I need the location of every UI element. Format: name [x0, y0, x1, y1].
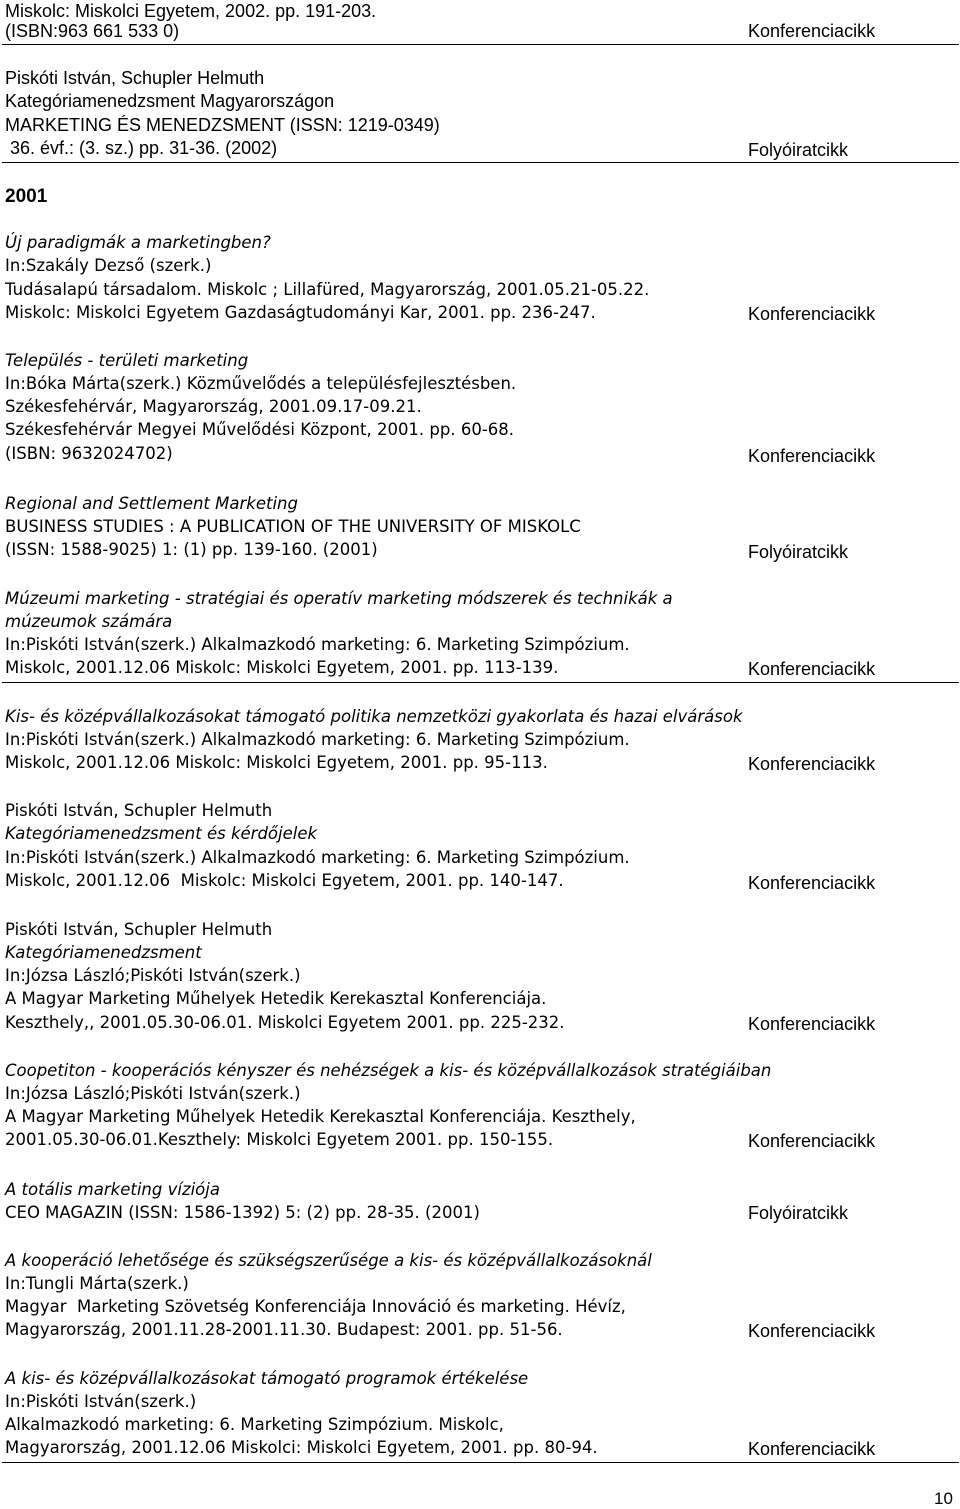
publication-type: Konferenciacikk	[748, 1131, 876, 1151]
entry-title: A kooperáció lehetősége és szükségszerűsége a kis- és középvállalkozásoknál	[5, 1251, 652, 1270]
divider	[2, 1462, 959, 1463]
publication-type: Konferenciacikk	[748, 1439, 876, 1459]
entry-title: Település - területi marketing	[5, 351, 249, 370]
entry-line: Tudásalapú társadalom. Miskolc ; Lillafüred, Magyarország, 2001.05.21-05.22.	[5, 280, 650, 299]
publication-type: Konferenciacikk	[748, 1014, 876, 1034]
page-number: 10	[934, 1489, 953, 1508]
entry-title: Coopetiton - kooperációs kényszer és nehézségek a kis- és középvállalkozások stratégiáiban	[5, 1061, 772, 1080]
publication-type: Konferenciacikk	[748, 1321, 876, 1341]
entry-line: In:Piskóti István(szerk.) Alkalmazkodó marketing: 6. Marketing Szimpózium.	[5, 848, 630, 867]
publication-type: Folyóiratcikk	[748, 1203, 849, 1223]
entry-line: In:Józsa László;Piskóti István(szerk.)	[5, 966, 301, 985]
entry-line: Miskolc, 2001.12.06 Miskolc: Miskolci Egyetem, 2001. pp. 113-139.	[5, 658, 559, 677]
entry-line: CEO MAGAZIN (ISSN: 1586-1392) 5: (2) pp. 28-35. (2001)	[5, 1203, 480, 1222]
entry-line: In:Piskóti István(szerk.)	[5, 1392, 197, 1411]
publication-type: Konferenciacikk	[748, 873, 876, 893]
entry-line: Kategóriamenedzsment Magyarországon	[5, 91, 335, 111]
divider	[2, 162, 959, 163]
entry-line: In:Tungli Márta(szerk.)	[5, 1274, 189, 1293]
entry-line: In:Piskóti István(szerk.) Alkalmazkodó marketing: 6. Marketing Szimpózium.	[5, 635, 630, 654]
entry-title: Kategóriamenedzsment és kérdőjelek	[5, 824, 318, 843]
entry-title: múzeumok számára	[5, 612, 173, 631]
year-heading: 2001	[5, 186, 48, 207]
publication-type: Konferenciacikk	[748, 304, 876, 324]
entry-line: Miskolc, 2001.12.06 Miskolc: Miskolci Egyetem, 2001. pp. 140-147.	[5, 871, 564, 890]
entry-line: Magyarország, 2001.12.06 Miskolci: Miskolci Egyetem, 2001. pp. 80-94.	[5, 1438, 598, 1457]
entry-title: Kis- és középvállalkozásokat támogató politika nemzetközi gyakorlata és hazai elvárások	[5, 707, 743, 726]
entry-title: Regional and Settlement Marketing	[5, 494, 298, 513]
publication-type: Konferenciacikk	[748, 21, 876, 41]
entry-line: Székesfehérvár Megyei Művelődési Központ, 2001. pp. 60-68.	[5, 420, 515, 439]
entry-line: MARKETING ÉS MENEDZSMENT (ISSN: 1219-0349)	[5, 115, 440, 135]
entry-title: Múzeumi marketing - stratégiai és operatív marketing módszerek és technikák a	[5, 589, 673, 608]
entry-line: BUSINESS STUDIES : A PUBLICATION OF THE UNIVERSITY OF MISKOLC	[5, 517, 581, 536]
entry-line: 36. évf.: (3. sz.) pp. 31-36. (2002)	[5, 138, 278, 158]
entry-line: Miskolc: Miskolci Egyetem Gazdaságtudományi Kar, 2001. pp. 236-247.	[5, 303, 596, 322]
entry-line: Keszthely,, 2001.05.30-06.01. Miskolci Egyetem 2001. pp. 225-232.	[5, 1013, 565, 1032]
entry-line: In:Józsa László;Piskóti István(szerk.)	[5, 1084, 301, 1103]
entry-line: 2001.05.30-06.01.Keszthely: Miskolci Egyetem 2001. pp. 150-155.	[5, 1130, 554, 1149]
publication-type: Konferenciacikk	[748, 754, 876, 774]
entry-line: Székesfehérvár, Magyarország, 2001.09.17-09.21.	[5, 397, 422, 416]
divider	[2, 682, 959, 683]
entry-line: (ISSN: 1588-9025) 1: (1) pp. 139-160. (2001)	[5, 540, 378, 559]
entry-authors: Piskóti István, Schupler Helmuth	[5, 801, 273, 820]
entry-line: Magyarország, 2001.11.28-2001.11.30. Budapest: 2001. pp. 51-56.	[5, 1320, 563, 1339]
entry-title: A totális marketing víziója	[5, 1180, 220, 1199]
entry-title: Új paradigmák a marketingben?	[5, 233, 271, 252]
entry-authors: Piskóti István, Schupler Helmuth	[5, 920, 273, 939]
publication-type: Folyóiratcikk	[748, 140, 849, 160]
entry-line: In:Bóka Márta(szerk.) Közművelődés a településfejlesztésben.	[5, 374, 517, 393]
publication-type: Folyóiratcikk	[748, 542, 849, 562]
entry-title: A kis- és középvállalkozásokat támogató programok értékelése	[5, 1369, 529, 1388]
publication-type: Konferenciacikk	[748, 446, 876, 466]
entry-line: A Magyar Marketing Műhelyek Hetedik Kerekasztal Konferenciája. Keszthely,	[5, 1107, 636, 1126]
divider	[2, 44, 959, 45]
entry-line: A Magyar Marketing Műhelyek Hetedik Kerekasztal Konferenciája.	[5, 989, 547, 1008]
entry-authors: Piskóti István, Schupler Helmuth	[5, 68, 265, 88]
entry-line: Miskolc: Miskolci Egyetem, 2002. pp. 191-203.	[5, 1, 377, 21]
entry-line: Alkalmazkodó marketing: 6. Marketing Szimpózium. Miskolc,	[5, 1415, 504, 1434]
entry-line: Magyar Marketing Szövetség Konferenciája Innováció és marketing. Hévíz,	[5, 1297, 626, 1316]
entry-line: (ISBN:963 661 533 0)	[5, 21, 180, 41]
entry-line: In:Szakály Dezső (szerk.)	[5, 256, 212, 275]
entry-line: (ISBN: 9632024702)	[5, 444, 173, 463]
entry-title: Kategóriamenedzsment	[5, 943, 202, 962]
publication-type: Konferenciacikk	[748, 659, 876, 679]
entry-line: Miskolc, 2001.12.06 Miskolc: Miskolci Egyetem, 2001. pp. 95-113.	[5, 753, 548, 772]
entry-line: In:Piskóti István(szerk.) Alkalmazkodó marketing: 6. Marketing Szimpózium.	[5, 730, 630, 749]
